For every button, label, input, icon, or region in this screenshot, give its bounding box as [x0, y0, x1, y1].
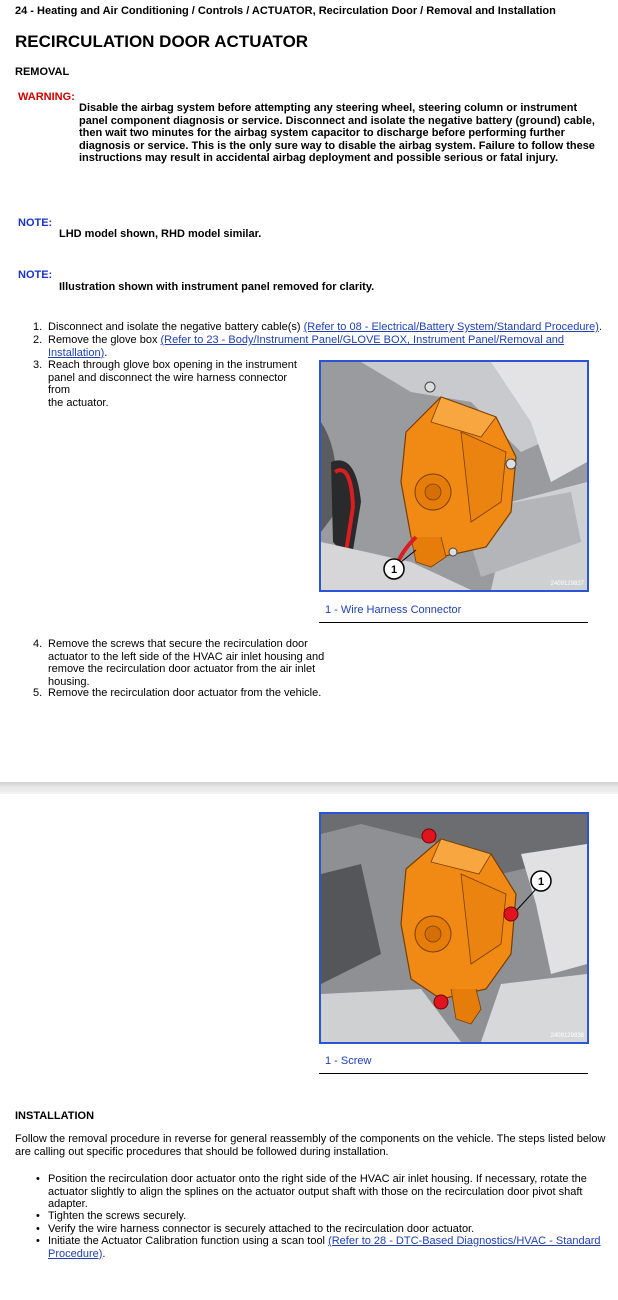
- note-label: NOTE:: [18, 269, 53, 281]
- bullet-line: Position the recirculation door actuator onto the right side of the HVAC air inlet housing. If necessary, rotate the: [48, 1173, 587, 1185]
- bullet-line: adapter.: [48, 1198, 88, 1210]
- step-number: 3.: [33, 359, 43, 371]
- step-punct: .: [104, 346, 108, 359]
- intro-line: are calling out specific procedures that should be followed during installation.: [15, 1145, 389, 1158]
- warning-line: diagnosis or service. This is the only sure way to disable the airbag system. Failure to follow these: [79, 139, 595, 152]
- page-2: [0, 794, 618, 1300]
- step-text: Disconnect and isolate the negative battery cable(s): [48, 321, 301, 333]
- step-line: the actuator.: [48, 396, 109, 409]
- note-text: LHD model shown, RHD model similar.: [59, 228, 262, 240]
- step-line: actuator to the left side of the HVAC air inlet housing and: [48, 650, 325, 663]
- callout-number: 1: [537, 876, 545, 888]
- bullet: •: [36, 1210, 40, 1222]
- intro-line: Follow the removal procedure in reverse for general reassembly of the components on the vehicle. The steps listed below: [15, 1133, 606, 1145]
- step-number: 4.: [33, 638, 43, 650]
- step-text: Remove the glove box: [48, 334, 158, 346]
- bullet-punct: .: [102, 1247, 106, 1260]
- step-number: 2.: [33, 334, 43, 346]
- step-punct: .: [598, 321, 602, 333]
- bullet-item: [48, 1173, 608, 1211]
- step-3: [48, 359, 310, 409]
- step-line: Reach through glove box opening in the instrument: [48, 359, 297, 371]
- refer-glove-box-link[interactable]: (Refer to 23 - Body/Instrument Panel/GLOVE BOX, Instrument Panel/Removal and: [160, 334, 565, 346]
- step-number: 5.: [33, 687, 43, 699]
- figure-wire-harness-connector: [319, 360, 589, 592]
- removal-heading: REMOVAL: [15, 66, 70, 78]
- refer-hvac-link[interactable]: Procedure): [48, 1247, 103, 1260]
- step-2: [48, 334, 564, 359]
- figure-caption: 1 - Screw: [325, 1055, 372, 1067]
- bullet-line: actuator slightly to align the splines on the actuator output shaft with those on the recirculation door pivot shaft: [48, 1185, 583, 1198]
- page-title: RECIRCULATION DOOR ACTUATOR: [15, 32, 309, 51]
- step-line: Remove the screws that secure the recirculation door: [48, 638, 308, 650]
- callout-number: 1: [390, 564, 398, 576]
- bullet-item: Tighten the screws securely.: [48, 1210, 187, 1222]
- warning-line: panel component diagnosis or service. Disconnect and isolate the negative battery (ground) cable,: [79, 114, 595, 127]
- figure-caption: 1 - Wire Harness Connector: [325, 604, 462, 616]
- warning-line: then wait two minutes for the airbag system capacitor to discharge before performing further: [79, 127, 565, 139]
- step-line: panel and disconnect the wire harness connector from: [48, 371, 288, 396]
- step-number: 1.: [33, 321, 43, 333]
- warning-line: instructions may result in accidental airbag deployment and possible serious or fatal injury.: [79, 152, 559, 164]
- actuator-illustration-2: [321, 814, 587, 1042]
- breadcrumb: 24 - Heating and Air Conditioning / Controls / ACTUATOR, Recirculation Door / Removal and Installation: [15, 5, 556, 17]
- step-line: housing.: [48, 675, 90, 688]
- figure-screw: [319, 812, 589, 1044]
- refer-hvac-link[interactable]: (Refer to 28 - DTC-Based Diagnostics/HVAC - Standard: [328, 1235, 601, 1247]
- step-4: [48, 638, 338, 688]
- warning-line: Disable the airbag system before attempting any steering wheel, steering column or instrument: [79, 102, 578, 114]
- warning-label: WARNING:: [18, 91, 75, 103]
- figure-id: 2409129838: [550, 1033, 584, 1039]
- installation-intro: [15, 1133, 605, 1158]
- bullet: •: [36, 1235, 40, 1247]
- warning-text: [79, 102, 599, 165]
- step-5: Remove the recirculation door actuator from the vehicle.: [48, 687, 322, 699]
- bullet: •: [36, 1173, 40, 1185]
- note-text: Illustration shown with instrument panel removed for clarity.: [59, 281, 375, 293]
- bullet: •: [36, 1223, 40, 1235]
- installation-heading: INSTALLATION: [15, 1110, 95, 1122]
- step-1: [48, 321, 602, 334]
- bullet-item: [48, 1235, 601, 1260]
- refer-glove-box-link[interactable]: Installation): [48, 346, 105, 359]
- caption-divider: [319, 1073, 588, 1074]
- note-label: NOTE:: [18, 217, 53, 229]
- bullet-text: Initiate the Actuator Calibration function using a scan tool: [48, 1235, 326, 1247]
- figure-id: 2409129837: [550, 581, 584, 587]
- actuator-illustration-1: [321, 362, 587, 590]
- refer-battery-link[interactable]: (Refer to 08 - Electrical/Battery System/Standard Procedure): [303, 321, 599, 333]
- bullet-item: Verify the wire harness connector is securely attached to the recirculation door actuator.: [48, 1223, 475, 1235]
- page-break: [0, 782, 618, 794]
- step-line: remove the recirculation door actuator from the air inlet: [48, 663, 316, 675]
- caption-divider: [319, 622, 588, 623]
